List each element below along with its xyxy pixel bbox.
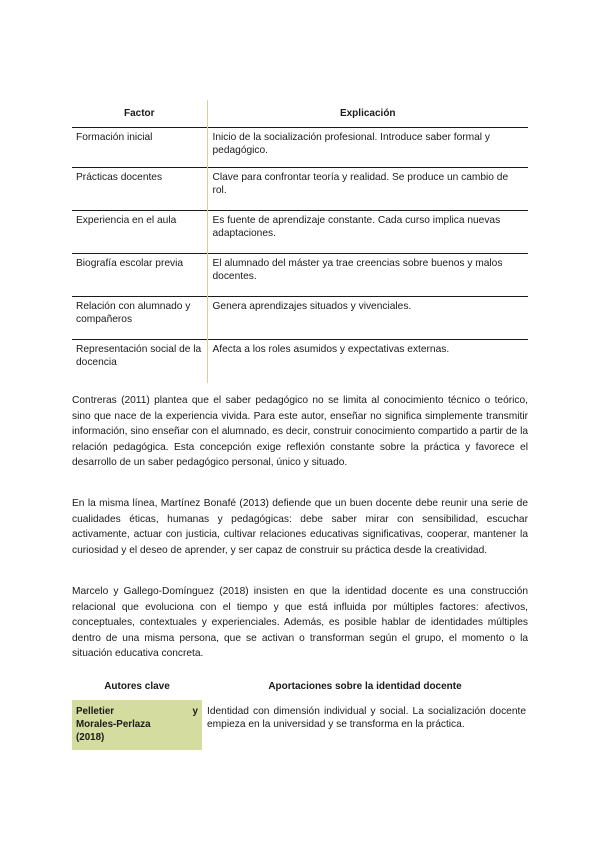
header-autores: Autores clave [104, 681, 170, 692]
header-factor: Factor [72, 100, 207, 128]
table-row [72, 340, 528, 383]
factors-table-header [72, 100, 528, 128]
header-aportaciones: Aportaciones sobre la identidad docente [268, 681, 462, 692]
author-name-part: Pelletier [76, 706, 115, 717]
paragraph-martinez-bonafe: En la misma línea, Martínez Bonafé (2013) defiende que un buen docente debe reunir una serie de cualidades éticas, humanas y pedagógicas: debe saber mirar con sensibilidad, escuchar activamente, actuar con justicia, cultivar relaciones educativas significativas, cooperar, mantener la curiosidad y el deseo de aprender, y ser capaz de construir su práctica desde la creatividad. [72, 498, 528, 556]
factor-cell: Representación social de la docencia [72, 340, 207, 383]
explicacion-cell: Clave para confrontar teoría y realidad. Se produce un cambio de rol. [207, 168, 528, 211]
authors-table-header [72, 673, 528, 700]
explicacion-cell: El alumnado del máster ya trae creencias sobre buenos y malos docentes. [207, 254, 528, 297]
factors-table [72, 100, 528, 383]
factor-cell: Experiencia en el aula [72, 211, 207, 254]
contribution-cell: Identidad con dimensión individual y social. La socialización docente empieza en la universidad y se transforma en la práctica. [207, 706, 526, 730]
table-row [72, 211, 528, 254]
authors-table [72, 673, 528, 750]
author-year: (2018) [76, 732, 105, 743]
paragraph-contreras: Contreras (2011) plantea que el saber pedagógico no se limita al conocimiento técnico o teórico, sino que nace de la experiencia vivida. Para este autor, enseñar no significa simplemente transmitir información, sino enseñar con el alumnado, es decir, construir conocimiento compartido a partir de la relación pedagógica. Esta concepción exige reflexión constante sobre la práctica y favorece el desarrollo de un saber pedagógico personal, único y situado. [72, 395, 528, 469]
explicacion-cell: Genera aprendizajes situados y vivenciales. [207, 297, 528, 340]
explicacion-cell: Inicio de la socialización profesional. Introduce saber formal y pedagógico. [207, 128, 528, 168]
author-name-part: Morales-Perlaza [76, 719, 151, 730]
table-row [72, 254, 528, 297]
author-conjunction: y [192, 706, 198, 717]
table-row [72, 297, 528, 340]
factor-cell: Biografía escolar previa [72, 254, 207, 297]
factor-cell: Prácticas docentes [72, 168, 207, 211]
factor-cell: Formación inicial [72, 128, 207, 168]
table-row [72, 168, 528, 211]
paragraph-marcelo: Marcelo y Gallego-Domínguez (2018) insisten en que la identidad docente es una construcción relacional que evoluciona con el tiempo y que está influida por múltiples factores: afectivos, conceptuales, contextuales y experienciales. Además, es posible hablar de identidades múltiples dentro de una misma persona, que se activan o transforman según el grupo, el momento o la situación educativa concreta. [72, 586, 528, 660]
table-row [72, 128, 528, 168]
header-explicacion: Explicación [207, 100, 528, 128]
explicacion-cell: Afecta a los roles asumidos y expectativas externas. [207, 340, 528, 383]
factor-cell: Relación con alumnado y compañeros [72, 297, 207, 340]
table-row [72, 700, 528, 750]
explicacion-cell: Es fuente de aprendizaje constante. Cada curso implica nuevas adaptaciones. [207, 211, 528, 254]
author-cell [72, 700, 202, 750]
